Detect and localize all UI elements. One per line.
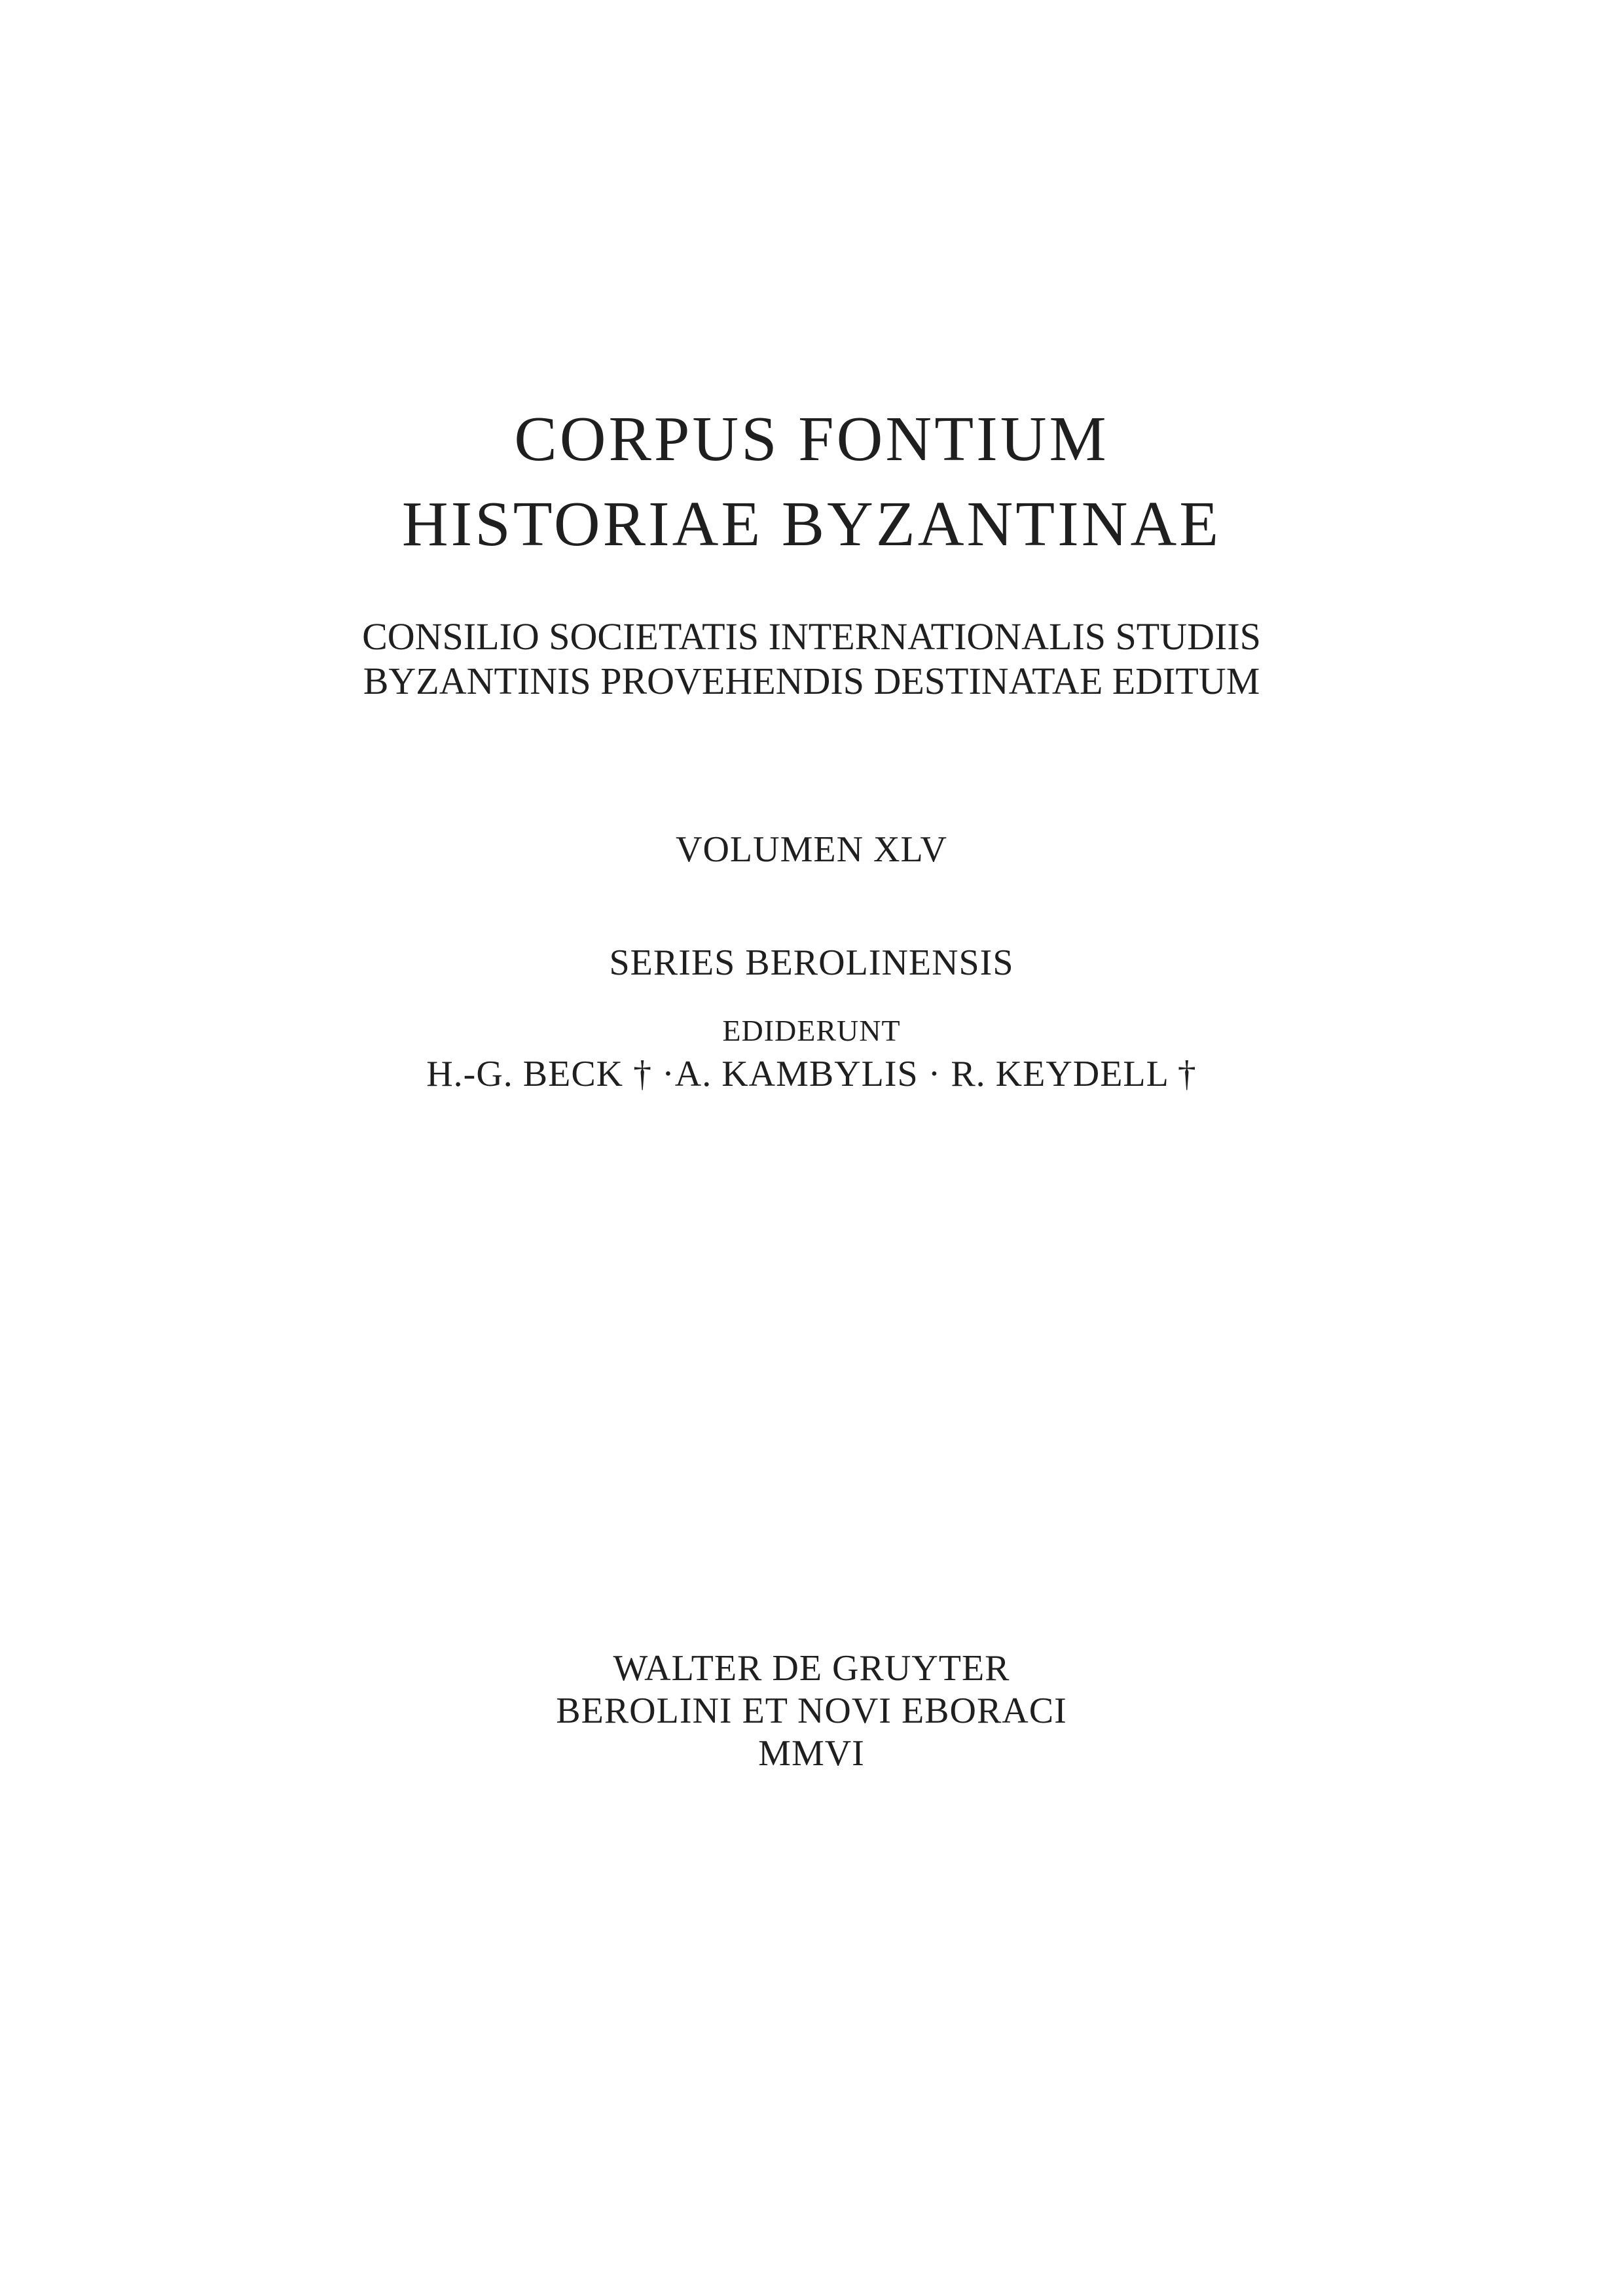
volume-number: VOLUMEN XLV <box>676 829 947 870</box>
subtitle-line-1: CONSILIO SOCIETATIS INTERNATIONALIS STUDIIS <box>362 615 1261 658</box>
ediderunt-label: EDIDERUNT <box>722 1014 901 1047</box>
main-title-line-1: CORPUS FONTIUM <box>514 404 1109 475</box>
publication-year: MMVI <box>758 1733 865 1774</box>
publisher-place: BEROLINI ET NOVI EBORACI <box>556 1691 1067 1731</box>
publisher-name: WALTER DE GRUYTER <box>613 1648 1010 1689</box>
editors-list: H.-G. BECK † ·A. KAMBYLIS · R. KEYDELL † <box>426 1054 1197 1094</box>
main-title-line-2: HISTORIAE BYZANTINAE <box>401 489 1222 560</box>
subtitle-line-2: BYZANTINIS PROVEHENDIS DESTINATAE EDITUM <box>363 660 1260 702</box>
series-name: SERIES BEROLINENSIS <box>609 942 1014 983</box>
